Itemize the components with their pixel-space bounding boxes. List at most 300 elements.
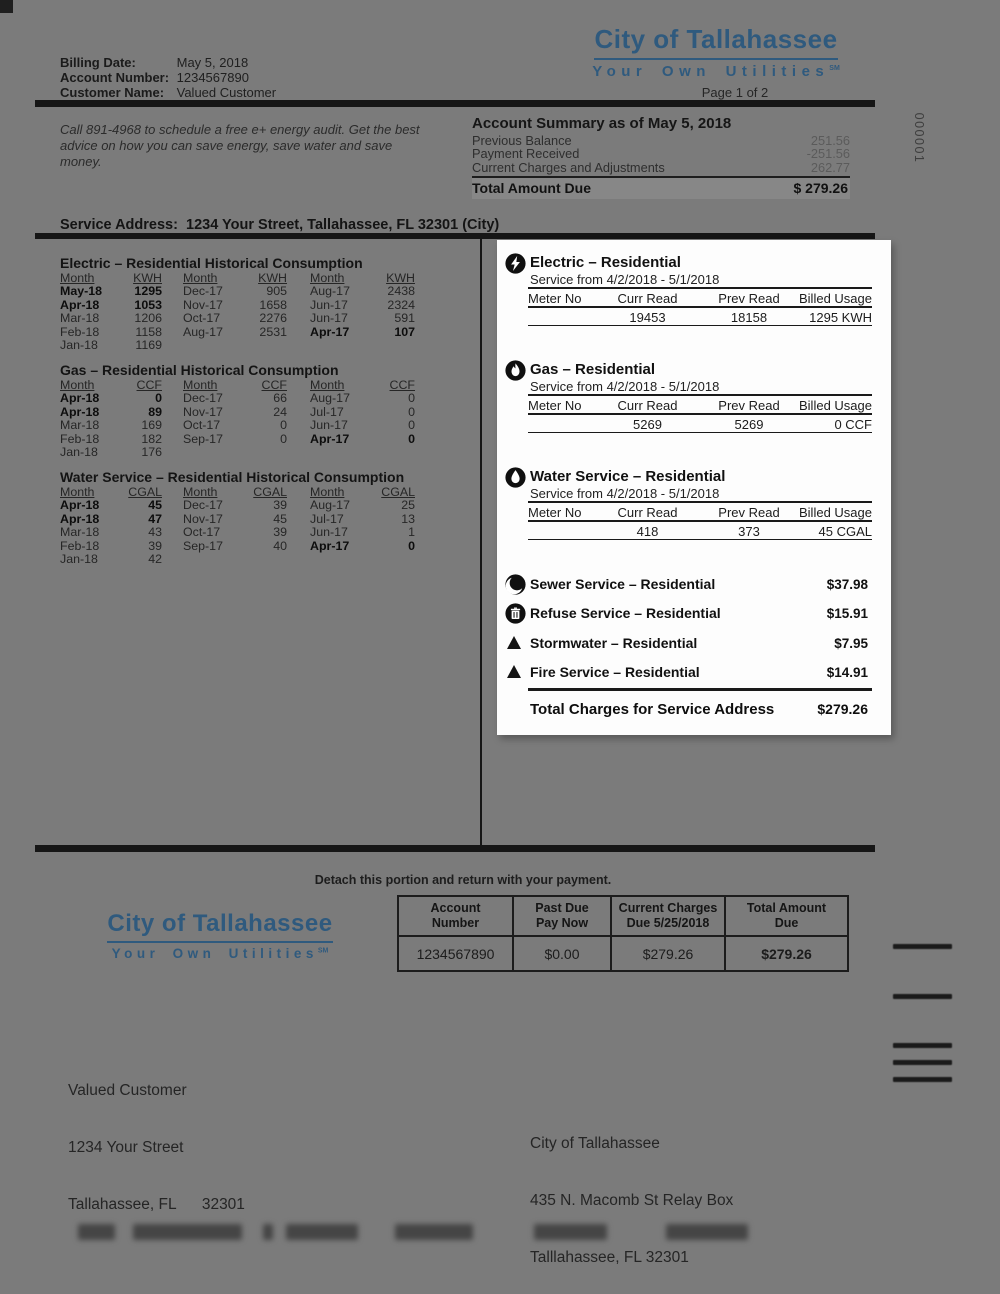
history-row [60, 419, 162, 433]
history-row [60, 392, 162, 406]
electric-service-title: Electric – Residential [530, 254, 681, 271]
stub-header-line: Number [431, 916, 480, 930]
summary-row [472, 147, 850, 160]
history-row [183, 392, 287, 406]
address-line: Talllahassee, FL 32301 [530, 1249, 689, 1266]
history-value: 1 [408, 525, 415, 540]
column-divider-line [480, 239, 482, 845]
history-column [60, 499, 162, 567]
history-value: 2438 [387, 284, 415, 298]
stub-header-line: Due 5/25/2018 [626, 916, 710, 930]
redacted-scanline-block [395, 1224, 473, 1240]
stub-header-line: Account [430, 901, 481, 915]
redacted-scanline-block [263, 1224, 273, 1240]
history-value: 1206 [134, 311, 162, 326]
month-header: Month [310, 378, 345, 392]
month-header: Month [183, 378, 218, 392]
history-row [310, 392, 415, 406]
history-column [310, 285, 415, 339]
scan-corner-mark [0, 0, 13, 13]
history-value: 0 [408, 404, 415, 419]
history-row [183, 433, 287, 447]
page-indicator: Page 1 of 2 [701, 85, 769, 100]
history-month: Apr-18 [60, 297, 100, 312]
electric-meter-values [528, 310, 872, 325]
history-value: 43 [148, 525, 162, 540]
stormwater-charge-row [530, 635, 868, 651]
history-row [60, 540, 162, 554]
rule [528, 306, 872, 308]
history-row [60, 326, 162, 340]
history-month: Nov-17 [183, 511, 223, 526]
history-row [310, 540, 415, 554]
billing-date-value: May 5, 2018 [176, 55, 249, 70]
history-column [183, 392, 287, 446]
payment-stub-table [397, 895, 849, 972]
unit-header: CCF [136, 378, 162, 392]
electric-service-period: Service from 4/2/2018 - 5/1/2018 [530, 272, 720, 287]
unit-header: KWH [386, 271, 415, 285]
stormwater-charge-amount: $7.95 [834, 636, 868, 651]
history-value: 42 [148, 552, 162, 567]
history-row [60, 406, 162, 420]
stub-logo-subtitle [95, 946, 345, 961]
refuse-charge-row [530, 605, 868, 621]
address-line: 1234 Your Street [68, 1139, 184, 1156]
rule [528, 432, 872, 433]
history-value: 0 [408, 391, 415, 405]
history-row [60, 526, 162, 540]
history-row [183, 406, 287, 420]
history-month: Aug-17 [310, 391, 350, 405]
scan-mark [893, 1077, 952, 1082]
history-row [310, 406, 415, 420]
history-row [310, 513, 415, 527]
account-summary-title: Account Summary as of May 5, 2018 [472, 115, 732, 132]
history-column-header [310, 271, 415, 285]
prev-read-header: Prev Read [718, 505, 780, 520]
unit-header: CCF [261, 378, 287, 392]
stub-header-line: Past Due [535, 901, 589, 915]
history-month: Apr-18 [60, 498, 100, 512]
history-row [183, 299, 287, 313]
history-row [310, 326, 415, 340]
month-header: Month [310, 485, 345, 499]
account-number-value: 1234567890 [176, 70, 249, 85]
history-value: 40 [273, 538, 287, 553]
history-month: Dec-17 [183, 284, 223, 298]
summary-label: Current Charges and Adjustments [472, 159, 665, 175]
history-row [183, 312, 287, 326]
unit-header: KWH [133, 271, 162, 285]
history-row [60, 553, 162, 567]
curr-read-header: Curr Read [617, 291, 678, 306]
sewer-charge-row [530, 576, 868, 592]
address-line: City of Tallahassee [530, 1135, 660, 1152]
meter-no-header: Meter No [528, 505, 582, 520]
history-month: Oct-17 [183, 525, 221, 540]
sewer-charge-amount: $37.98 [826, 577, 868, 592]
history-month: Aug-17 [310, 284, 350, 298]
history-month: Apr-17 [310, 431, 350, 446]
history-value: 0 [408, 538, 415, 553]
history-row [310, 312, 415, 326]
history-row [310, 499, 415, 513]
stub-logo [95, 910, 345, 961]
redacted-scanline-block [133, 1224, 242, 1240]
history-row [60, 312, 162, 326]
prev-read-header: Prev Read [718, 398, 780, 413]
prev-read-value: 5269 [734, 417, 764, 432]
month-header: Month [183, 271, 218, 285]
history-month: Jul-17 [310, 404, 344, 419]
gas-icon [505, 360, 526, 381]
billed-usage-value: 45 CGAL [818, 524, 872, 539]
curr-read-value: 19453 [629, 310, 666, 325]
stub-header-past-due [514, 897, 612, 937]
gas-meter-headers [528, 398, 872, 413]
water-icon [505, 467, 526, 488]
header-divider-bar [35, 100, 875, 107]
billing-date-row [60, 55, 248, 70]
history-month: Jun-17 [310, 525, 348, 540]
history-month: Jun-17 [310, 418, 348, 433]
history-value: 66 [273, 391, 287, 405]
history-month: Feb-18 [60, 538, 100, 553]
history-value: 45 [148, 498, 162, 512]
history-month: Aug-17 [310, 498, 350, 512]
history-month: Sep-17 [183, 431, 223, 446]
history-month: Jan-18 [60, 445, 98, 460]
account-number-label: Account Number: [60, 70, 170, 85]
history-value: 591 [394, 311, 415, 326]
refuse-icon [505, 603, 526, 624]
history-column [60, 392, 162, 460]
total-due-value: $ 279.26 [793, 180, 848, 197]
unit-header: CCF [389, 378, 415, 392]
history-month: Apr-18 [60, 404, 100, 419]
total-charges-row [530, 701, 868, 718]
billing-date-label: Billing Date: [60, 55, 136, 70]
history-value: 176 [141, 445, 162, 460]
history-month: Jun-17 [310, 297, 348, 312]
summary-value: 262.77 [810, 159, 850, 175]
total-charges-label: Total Charges for Service Address [530, 701, 775, 718]
rule [528, 287, 872, 289]
fire-charge-row [530, 664, 868, 680]
customer-name-row [60, 85, 276, 100]
gas-history-table [60, 362, 416, 460]
curr-read-value: 418 [636, 524, 659, 539]
water-service-title: Water Service – Residential [530, 468, 726, 485]
scan-mark [893, 994, 952, 999]
summary-label: Previous Balance [472, 133, 572, 148]
history-value: 1053 [134, 297, 162, 312]
document-number-vertical: 000001 [912, 112, 926, 164]
history-month: Apr-17 [310, 324, 350, 339]
history-value: 13 [401, 511, 415, 526]
redacted-scanline-block [666, 1224, 748, 1240]
summary-value: -251.56 [806, 146, 850, 162]
account-summary [472, 115, 850, 199]
month-header: Month [183, 485, 218, 499]
service-address-row [60, 217, 499, 233]
bottom-section-bar [35, 845, 875, 852]
electric-history-table [60, 255, 416, 353]
history-value: 107 [394, 324, 415, 339]
detach-instruction: Detach this portion and return with your payment. [314, 873, 612, 887]
meter-no-value [528, 417, 596, 432]
unit-header: CGAL [381, 485, 415, 499]
rule [528, 325, 872, 326]
rule [528, 413, 872, 415]
history-row [310, 419, 415, 433]
redacted-scanline-block [286, 1224, 358, 1240]
water-history-title: Water Service – Residential Historical Consumption [60, 469, 405, 485]
address-line: Tallahassee, FL 32301 [68, 1196, 245, 1213]
unit-header: CGAL [253, 485, 287, 499]
total-amount-due-row [472, 176, 850, 199]
logo-title: City of Tallahassee [594, 24, 837, 60]
service-address-divider-bar [35, 233, 875, 239]
stub-total-due-value: $279.26 [761, 945, 812, 962]
history-value: 2276 [259, 311, 287, 326]
history-column [183, 285, 287, 339]
history-column-header [310, 485, 415, 499]
history-column-header [310, 378, 415, 392]
fire-icon [507, 665, 521, 678]
history-row [60, 285, 162, 299]
gas-history-title: Gas – Residential Historical Consumption [60, 362, 339, 378]
stub-logo-title: City of Tallahassee [107, 910, 332, 943]
billed-usage-value: 0 CCF [834, 417, 872, 432]
rule [528, 539, 872, 540]
history-value: 39 [273, 525, 287, 540]
gas-meter-values [528, 417, 872, 432]
fire-charge-label: Fire Service – Residential [530, 664, 700, 680]
history-row [183, 526, 287, 540]
history-month: Sep-17 [183, 538, 223, 553]
billed-usage-header: Billed Usage [799, 291, 872, 306]
month-header: Month [60, 485, 95, 499]
water-history-table [60, 469, 416, 567]
history-value: 0 [408, 418, 415, 433]
history-column [310, 499, 415, 553]
rule [528, 394, 872, 396]
stub-logo-sm-mark: SM [317, 947, 329, 955]
history-month: Jun-17 [310, 311, 348, 326]
history-row [183, 419, 287, 433]
stub-logo-subtitle-text: Your Own Utilities [111, 946, 318, 961]
logo-subtitle [580, 63, 852, 80]
stub-header-line: Total Amount [746, 901, 827, 915]
history-value: 89 [148, 404, 162, 419]
history-row [310, 299, 415, 313]
history-value: 905 [266, 284, 287, 298]
stub-header-total-due [726, 897, 847, 937]
meter-no-header: Meter No [528, 291, 582, 306]
stub-past-due-value: $0.00 [514, 937, 612, 970]
stub-header-line: Due [774, 916, 799, 930]
meter-no-value [528, 524, 596, 539]
logo-subtitle-text: Your Own Utilities [592, 63, 830, 80]
history-month: Mar-18 [60, 311, 100, 326]
rule [528, 520, 872, 522]
month-header: Month [60, 271, 95, 285]
refuse-charge-label: Refuse Service – Residential [530, 605, 721, 621]
history-month: Jul-17 [310, 511, 344, 526]
stub-header-line: Pay Now [535, 916, 589, 930]
sewer-charge-label: Sewer Service – Residential [530, 576, 716, 592]
history-month: Aug-17 [183, 324, 223, 339]
history-row [60, 513, 162, 527]
unit-header: KWH [258, 271, 287, 285]
stub-account-number-value: 1234567890 [399, 937, 514, 970]
history-row [183, 499, 287, 513]
current-charges-panel [497, 240, 891, 735]
unit-header: CGAL [128, 485, 162, 499]
service-address-value: 1234 Your Street, Tallahassee, FL 32301 (City) [186, 217, 500, 233]
gas-service-period: Service from 4/2/2018 - 5/1/2018 [530, 379, 720, 394]
summary-value: 251.56 [810, 133, 850, 148]
customer-mailing-address [68, 1043, 245, 1252]
total-divider-rule [528, 688, 872, 691]
history-value: 2531 [259, 324, 287, 339]
history-month: Mar-18 [60, 525, 100, 540]
customer-name-label: Customer Name: [60, 85, 165, 100]
rule [528, 501, 872, 503]
service-address-label: Service Address: [60, 217, 178, 233]
water-meter-headers [528, 505, 872, 520]
history-month: Nov-17 [183, 297, 223, 312]
meter-no-header: Meter No [528, 398, 582, 413]
curr-read-header: Curr Read [617, 505, 678, 520]
history-row [183, 326, 287, 340]
history-column-header [183, 378, 287, 392]
summary-label: Payment Received [472, 146, 580, 162]
history-value: 45 [273, 511, 287, 526]
prev-read-value: 373 [738, 524, 760, 539]
water-meter-values [528, 524, 872, 539]
month-header: Month [60, 378, 95, 392]
history-row [183, 285, 287, 299]
history-month: Oct-17 [183, 418, 221, 433]
history-month: Jan-18 [60, 552, 98, 567]
redacted-scanline-block [78, 1224, 115, 1240]
history-row [60, 499, 162, 513]
history-value: 1158 [135, 324, 162, 339]
customer-name-value: Valued Customer [176, 85, 277, 100]
history-value: 39 [273, 498, 287, 512]
electric-meter-headers [528, 291, 872, 306]
history-column-header [60, 485, 162, 499]
summary-row [472, 134, 850, 147]
history-month: Feb-18 [60, 324, 100, 339]
history-value: 169 [141, 418, 162, 433]
sewer-icon [505, 574, 526, 595]
stub-current-charges-value: $279.26 [612, 937, 726, 970]
scan-mark [893, 944, 952, 949]
stormwater-icon [507, 636, 521, 649]
prev-read-header: Prev Read [718, 291, 780, 306]
history-column [183, 499, 287, 553]
history-month: Mar-18 [60, 418, 100, 433]
history-value: 24 [273, 404, 287, 419]
redacted-scanline-block [534, 1224, 607, 1240]
history-month: Feb-18 [60, 431, 100, 446]
history-value: 182 [141, 431, 162, 446]
stub-header-current-charges [612, 897, 726, 937]
history-month: Apr-17 [310, 538, 350, 553]
history-value: 0 [280, 418, 287, 433]
history-month: Jan-18 [60, 338, 98, 353]
history-value: 0 [408, 431, 415, 446]
stormwater-charge-label: Stormwater – Residential [530, 635, 698, 651]
scan-mark [893, 1060, 952, 1065]
prev-read-value: 18158 [730, 310, 768, 325]
energy-audit-note: Call 891-4968 to schedule a free e+ energy audit. Get the best advice on how you can save energy, save water and save money. [60, 122, 420, 169]
total-charges-amount: $279.26 [817, 701, 868, 717]
meter-no-value [528, 310, 596, 325]
address-line: Valued Customer [68, 1082, 187, 1099]
history-row [183, 513, 287, 527]
refuse-charge-amount: $15.91 [826, 606, 868, 621]
gas-service-title: Gas – Residential [530, 361, 656, 378]
billed-usage-header: Billed Usage [799, 398, 872, 413]
summary-row [472, 161, 850, 174]
history-value: 0 [155, 391, 162, 405]
history-value: 47 [148, 511, 162, 526]
billed-usage-header: Billed Usage [799, 505, 872, 520]
utility-remit-address [530, 1096, 733, 1294]
history-month: Apr-18 [60, 511, 100, 526]
history-column-header [60, 378, 162, 392]
history-column-header [183, 485, 287, 499]
history-column-header [183, 271, 287, 285]
water-service-period: Service from 4/2/2018 - 5/1/2018 [530, 486, 720, 501]
history-month: Apr-18 [60, 391, 100, 405]
history-value: 2324 [387, 297, 415, 312]
scan-mark [893, 1043, 952, 1048]
stub-header-account-number [399, 897, 514, 937]
history-value: 39 [148, 538, 162, 553]
history-column-header [60, 271, 162, 285]
month-header: Month [310, 271, 345, 285]
electric-history-title: Electric – Residential Historical Consumption [60, 255, 363, 271]
history-value: 1169 [135, 338, 162, 353]
history-row [310, 285, 415, 299]
stub-header-line: Current Charges [618, 901, 718, 915]
total-due-label: Total Amount Due [472, 180, 591, 197]
history-row [60, 433, 162, 447]
billed-usage-value: 1295 KWH [809, 310, 872, 325]
history-row [60, 339, 162, 353]
logo [580, 24, 852, 80]
curr-read-header: Curr Read [617, 398, 678, 413]
history-month: Dec-17 [183, 498, 223, 512]
curr-read-value: 5269 [633, 417, 662, 432]
history-month: Nov-17 [183, 404, 223, 419]
history-month: Oct-17 [183, 311, 221, 326]
history-value: 25 [401, 498, 415, 512]
history-row [310, 526, 415, 540]
history-month: Dec-17 [183, 391, 223, 405]
history-column [310, 392, 415, 446]
fire-charge-amount: $14.91 [826, 665, 868, 680]
history-value: 1658 [259, 297, 287, 312]
history-value: 1295 [134, 284, 162, 298]
address-line: 435 N. Macomb St Relay Box [530, 1192, 734, 1209]
